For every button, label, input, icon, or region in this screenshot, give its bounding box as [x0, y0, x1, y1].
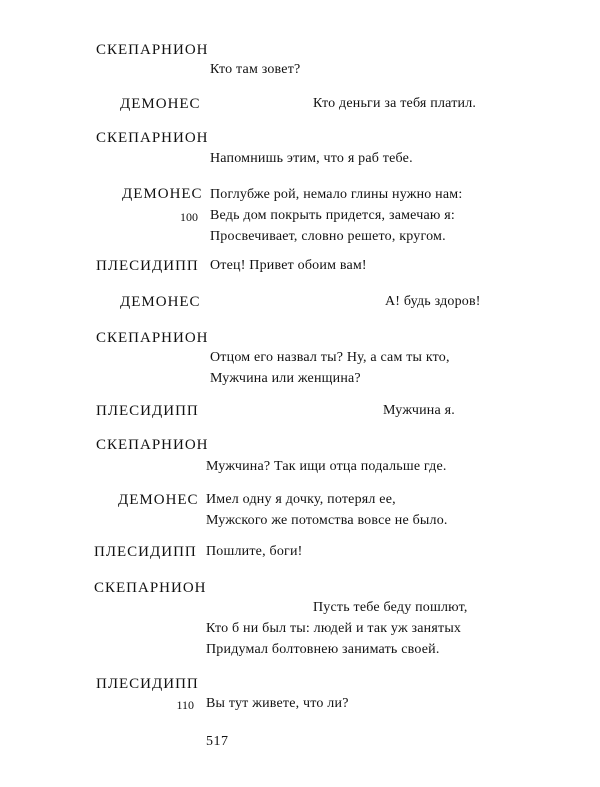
speaker-demones: ДЕМОНЕС: [118, 492, 199, 508]
speaker-skeparnion: СКЕПАРНИОН: [96, 437, 209, 453]
dialogue-line: Мужского же потомства вовсе не было.: [206, 513, 448, 528]
speaker-skeparnion: СКЕПАРНИОН: [96, 42, 209, 58]
speaker-plesidipp: ПЛЕСИДИПП: [96, 403, 199, 419]
speaker-plesidipp: ПЛЕСИДИПП: [96, 258, 199, 274]
dialogue-line: Поглубже рой, немало глины нужно нам:: [210, 187, 463, 202]
dialogue-line: Отцом его назвал ты? Ну, а сам ты кто,: [210, 350, 450, 365]
speaker-skeparnion: СКЕПАРНИОН: [96, 330, 209, 346]
dialogue-line: Просвечивает, словно решето, кругом.: [210, 229, 446, 244]
dialogue-line: Напомнишь этим, что я раб тебе.: [210, 151, 413, 166]
dialogue-line: Мужчина или женщина?: [210, 371, 361, 386]
speaker-skeparnion: СКЕПАРНИОН: [94, 580, 207, 596]
speaker-demones: ДЕМОНЕС: [120, 294, 201, 310]
dialogue-line: Мужчина я.: [383, 403, 455, 418]
line-number: 100: [180, 210, 198, 224]
dialogue-line: А! будь здоров!: [385, 294, 481, 309]
speaker-plesidipp: ПЛЕСИДИПП: [96, 676, 199, 692]
dialogue-line: Придумал болтовнею занимать своей.: [206, 642, 440, 657]
dialogue-line: Вы тут живете, что ли?: [206, 696, 349, 711]
dialogue-line: Кто там зовет?: [210, 62, 301, 77]
speaker-demones: ДЕМОНЕС: [120, 96, 201, 112]
dialogue-line: Пошлите, боги!: [206, 544, 303, 559]
dialogue-line: Мужчина? Так ищи отца подальше где.: [206, 459, 447, 474]
dialogue-line: Кто б ни был ты: людей и так уж занятых: [206, 621, 462, 636]
speaker-skeparnion: СКЕПАРНИОН: [96, 130, 209, 146]
dialogue-line: Имел одну я дочку, потерял ее,: [206, 492, 396, 507]
dialogue-line: Ведь дом покрыть придется, замечаю я:: [210, 208, 455, 223]
page-number: 517: [206, 734, 229, 749]
dialogue-line: Пусть тебе беду пошлют,: [313, 600, 468, 615]
speaker-demones: ДЕМОНЕС: [122, 186, 203, 202]
speaker-plesidipp: ПЛЕСИДИПП: [94, 544, 197, 560]
dialogue-line: Отец! Привет обоим вам!: [210, 258, 367, 273]
dialogue-line: Кто деньги за тебя платил.: [313, 96, 477, 111]
line-number: 110: [176, 698, 194, 712]
